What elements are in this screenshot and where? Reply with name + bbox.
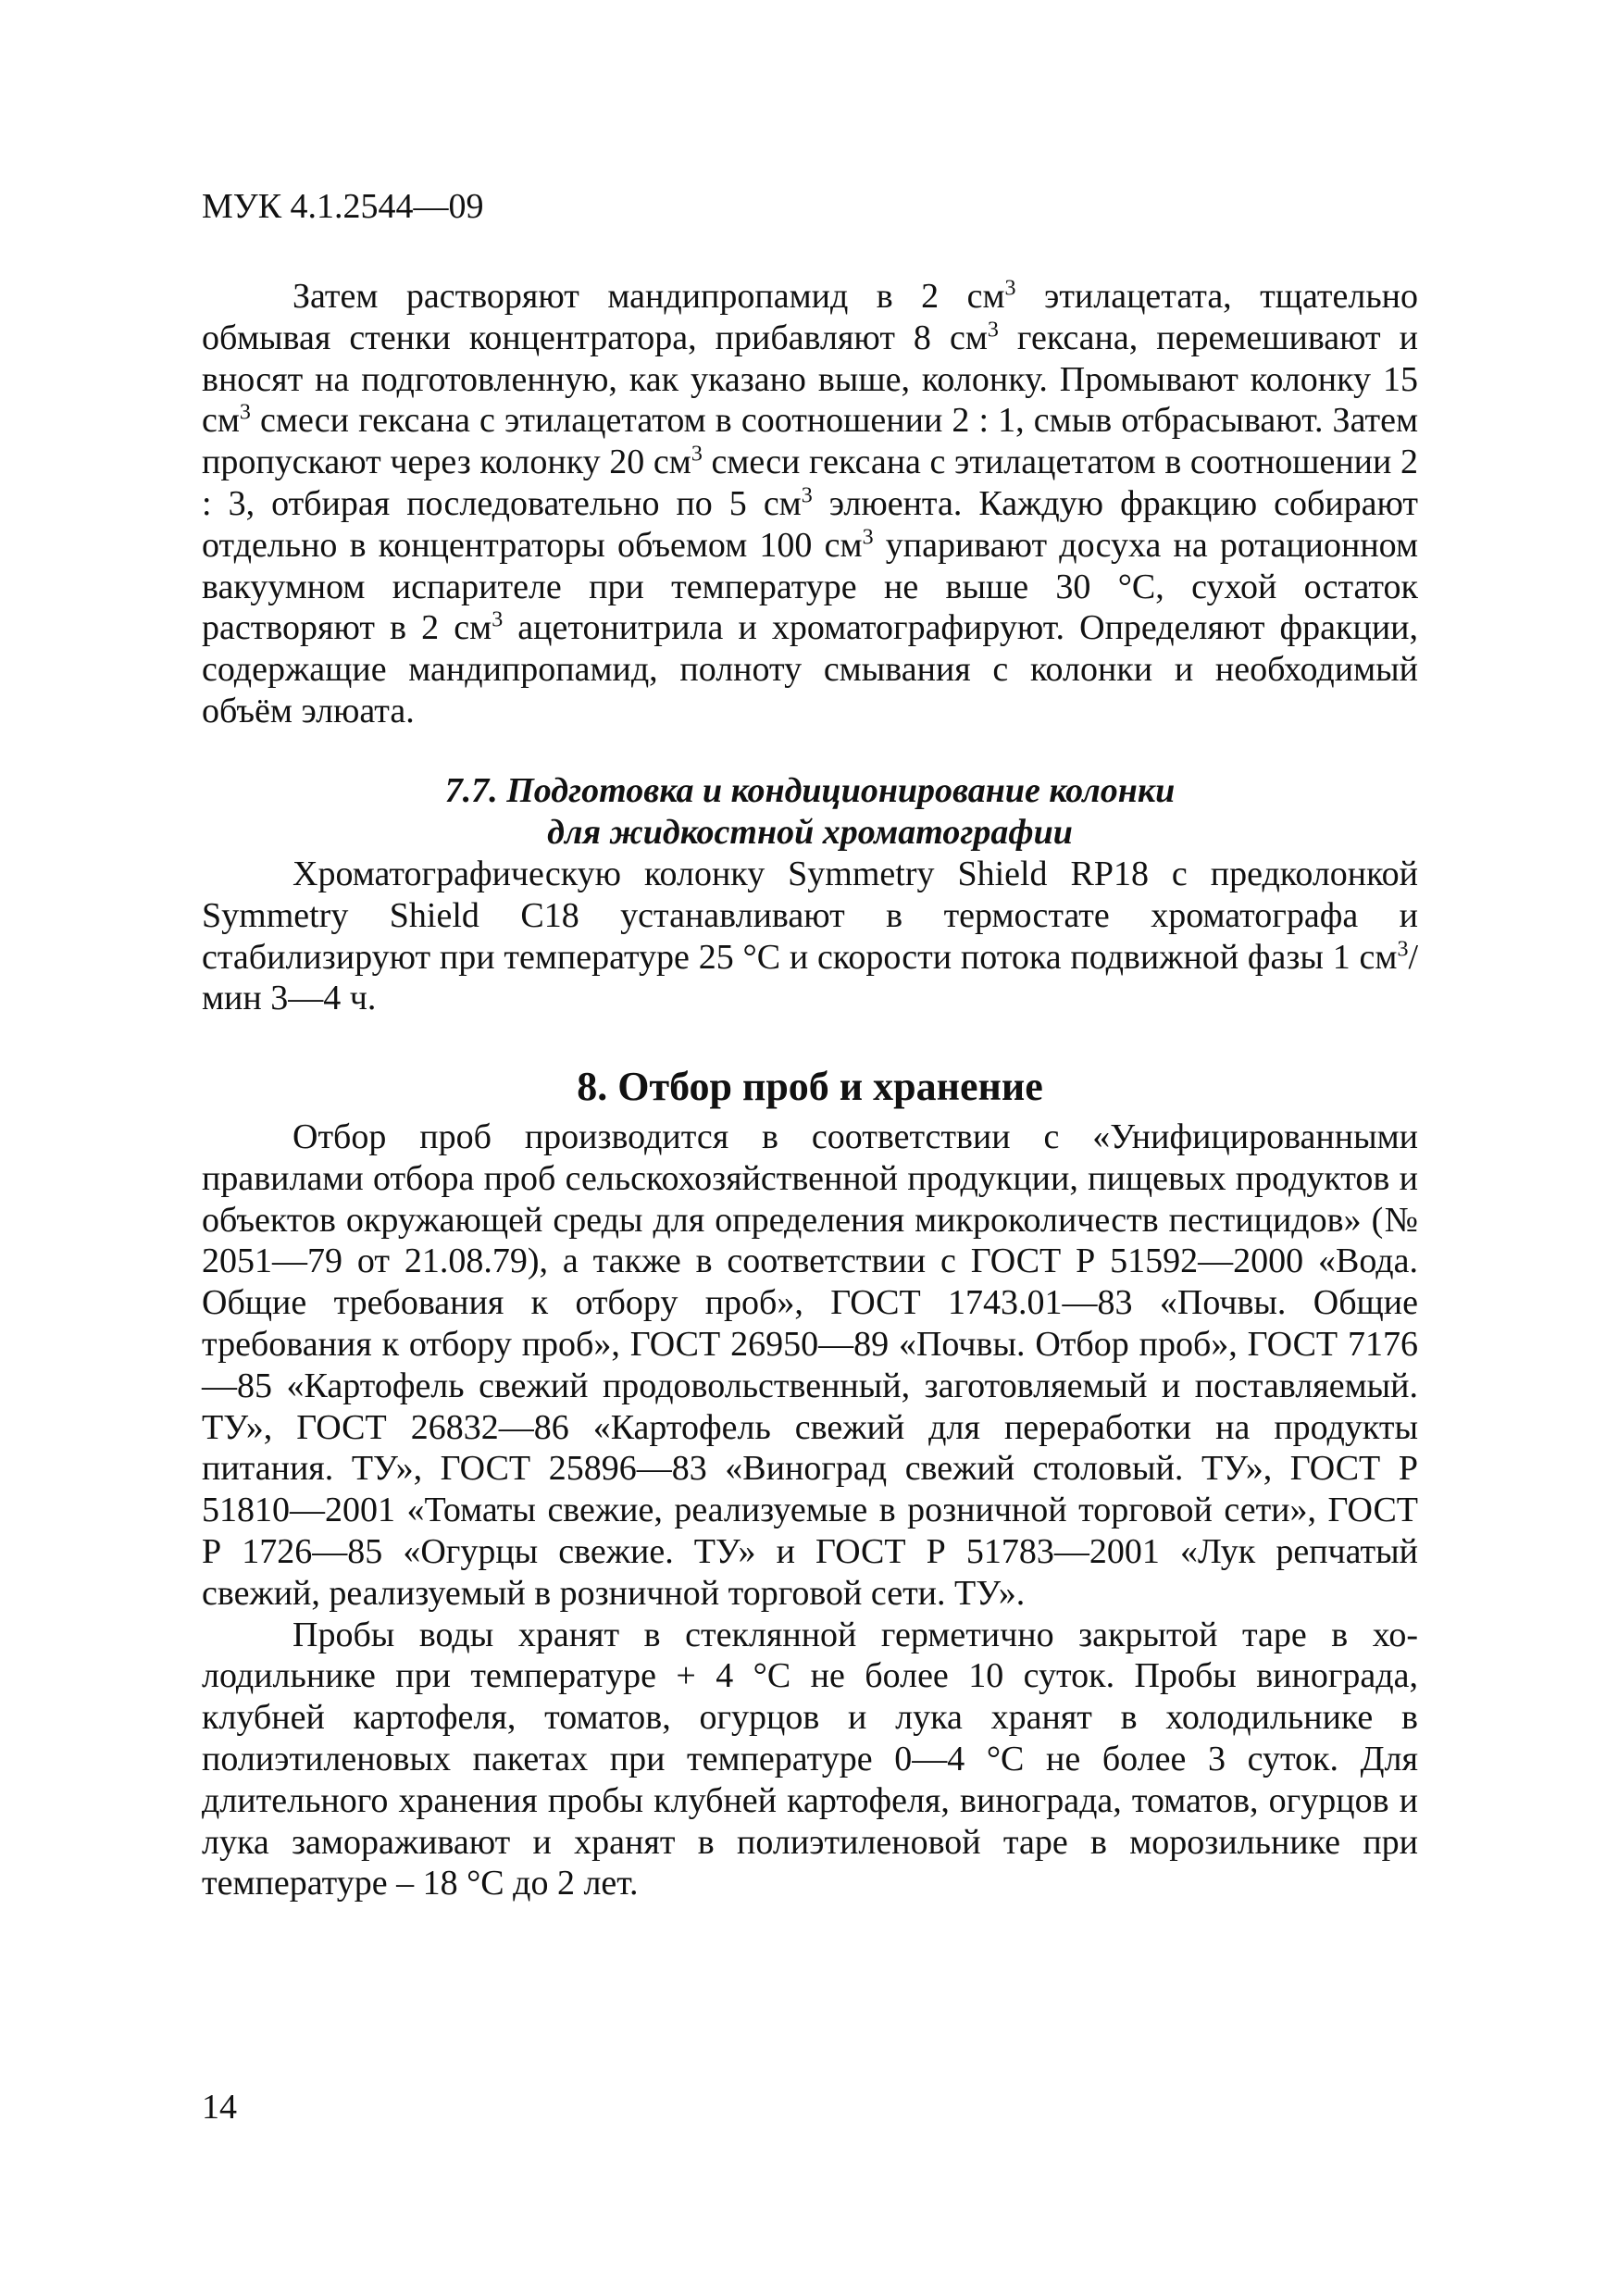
subsection-heading-line-1: 7.7. Подготовка и кондиционирование колонки [444,771,1176,810]
paragraph-column-elution: Затем растворяют мандипропамид в 2 $см^3$ этилацетата, тщательно обмывая стенки концентратора, прибавляют 8 $см^3$ гексана, перемешивают и вносят на подготовленную, как указано выше, колонку. Промывают колонку 15 $см^3$ смеси гексана с этилацетатом в соотношении 2 : 1, смыв отбрасывают. Затем пропускают через колонку 20 $см^3$ смеси гексана с этилацетатом в соотношении 2 : 3, отбирая последовательно по 5 $см^3$ элюента. Каждую фракцию собирают отдельно в концентраторы объемом 100 $см^3$ упаривают досуха на ротационном вакуумном испарителе при температуре не выше 30 °С, сухой остаток растворяют в 2 $см^3$ ацетонитрила и хроматографируют. Определяют фракции, содержащие мандипропамид, полноту смывания с колонки и необходимый объём элюата. [202,276,1419,730]
paragraph-sampling-rules: Отбор проб производится в соответствии с «Унифицированными правилами отбора проб сельскохозяйственной продукции, пищевых продуктов и объектов окружающей среды для определения микроколичеств пестицидов» (№ 2051—79 от 21.08.79), а также в соответствии с ГОСТ Р 51592—2000 «Вода. Общие требования к отбору проб», ГОСТ 1743.01—83 «Почвы. Общие требования к отбору проб», ГОСТ 26950—89 «Почвы. Отбор проб», ГОСТ 7176—85 «Картофель свежий продовольственный, заготовляемый и поставляемый. ТУ», ГОСТ 26832—86 «Картофель свежий для переработки на продукты питания. ТУ», ГОСТ 25896—83 «Виноград свежий столовый. ТУ», ГОСТ Р 51810—2001 «Томаты свежие, реализуемые в розничной торговой сети», ГОСТ Р 1726—85 «Огурцы свежие. ТУ» и ГОСТ Р 51783—2001 «Лук репчатый свежий, реализуемый в розничной торговой сети. ТУ». [202,1117,1418,1613]
subsection-heading-line-2: для жидкостной хроматографии [547,812,1073,852]
subsection-heading-7-7 [202,770,1418,854]
page-number: 14 [202,2088,237,2127]
sampling-storage-text [202,1117,1418,1904]
paragraph-storage-conditions: Пробы воды хранят в стеклянной герметично закрытой таре в холодильнике при температуре + 4 °С не более 10 суток. Пробы винограда, клубней картофеля, томатов, огурцов и лука хранят в холодильнике в полиэтиленовых пакетах при температуре 0—4 °С не более 3 суток. Для длительного хранения пробы клубней картофеля, винограда, томатов, огурцов и лука замораживают и хранят в полиэтиленовой таре в морозильнике при температуре – 18 °С до 2 лет. [202,1615,1418,1903]
section-heading-8: 8. Отбор проб и хранение [577,1064,1043,1109]
paragraph-column-extraction [202,276,1418,732]
paragraph-column-setup: Хроматографическую колонку Symmetry Shield RP18 с предколонкой Symmetry Shield C18 устанавливают в термостате хроматографа и стабилизируют при температуре 25 °С и скорости потока подвижной фазы 1 $см^3$/мин 3—4 ч. [202,855,1418,1018]
document-code-header: МУК 4.1.2544—09 [202,187,484,226]
paragraph-column-conditioning [202,854,1418,1019]
